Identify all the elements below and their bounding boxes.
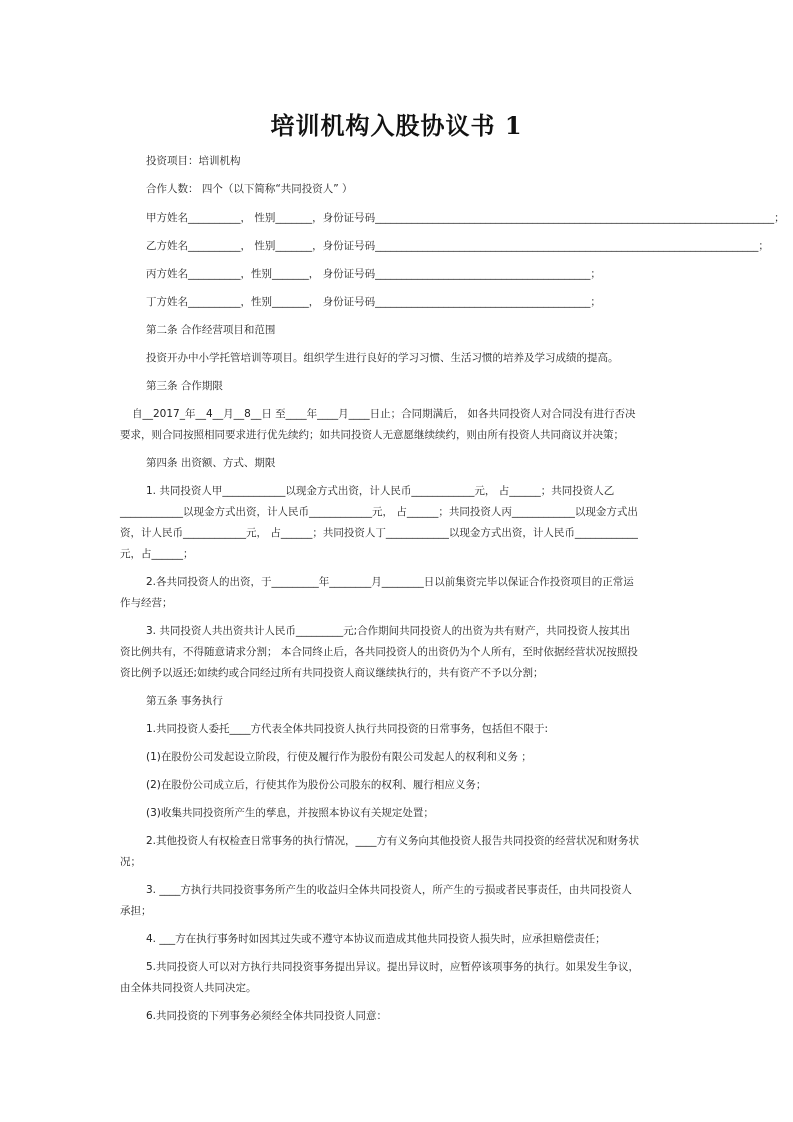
article-3-line-2: 要求，则合同按照相同要求进行优先续约；如共同投资人无意愿继续续约，则由所有投资人共同商议并决策； (120, 429, 624, 441)
investor-c-line: 丙方姓名__________，性别_______， 身份证号码_________________________________________； (146, 268, 601, 280)
investor-a-line: 甲方姓名__________， 性别_______，身份证号码____________________________________________________________________________； (146, 212, 785, 224)
article-5-p1-item-1: (1)在股份公司发起设立阶段，行使及履行作为股份有限公司发起人的权利和义务 ； (146, 751, 532, 763)
article-5-p1: 1.共同投资人委托____方代表全体共同投资人执行共同投资的日常事务，包括但不限于: (146, 723, 549, 735)
investor-d-line: 丁方姓名__________，性别_______， 身份证号码_________________________________________； (146, 296, 601, 308)
article-5-p6: 6.共同投资的下列事务必须经全体共同投资人同意： (146, 1010, 388, 1022)
article-2-heading: 第二条 合作经营项目和范围 (146, 324, 276, 336)
article-4-p2-line-1: 2.各共同投资人的出资，于_________年________月________日以前集资完毕以保证合作投资项目的正常运 (146, 576, 634, 588)
article-3-heading: 第三条 合作期限 (146, 380, 223, 392)
article-5-p3-line-2: 承担； (120, 905, 152, 917)
article-4-p3-line-2: 资比例共有，不得随意请求分割； 本合同终止后，各共同投资人的出资仍为个人所有，至时依据经营状况按照投 (120, 646, 638, 658)
article-5-p4: 4. ___方在执行事务时如因其过失或不遵守本协议而造成其他共同投资人损失时，应承担赔偿责任； (146, 933, 606, 945)
article-5-p1-item-2: (2)在股份公司成立后，行使其作为股份公司股东的权利、履行相应义务； (146, 779, 487, 791)
article-5-p5-line-2: 由全体共同投资人共同决定。 (120, 982, 257, 994)
partners-line: 合作人数： 四个（以下简称“共同投资人” ） (146, 183, 353, 195)
article-2-body: 投资开办中小学托管培训等项目。组织学生进行良好的学习习惯、生活习惯的培养及学习成绩的提高。 (146, 352, 619, 364)
article-4-p1-line-3: 资，计人民币____________元， 占______；共同投资人丁____________以现金方式出资，计人民币____________ (120, 527, 638, 539)
article-4-p1-line-4: 元，占______； (120, 548, 194, 560)
document-title: 培训机构入股协议书 1 (270, 111, 523, 140)
project-line: 投资项目：培训机构 (146, 155, 241, 167)
article-5-p1-item-3: (3)收集共同投资所产生的孳息，并按照本协议有关规定处置； (146, 807, 434, 819)
article-3-line-1: 自__2017_年__4__月__8__日 至____年____月____日止；合同期满后， 如各共同投资人对合同没有进行否决 (132, 408, 636, 420)
article-5-heading: 第五条 事务执行 (146, 695, 223, 707)
article-4-heading: 第四条 出资额、方式、期限 (146, 457, 276, 469)
article-5-p2-line-1: 2.其他投资人有权检查日常事务的执行情况，____方有义务向其他投资人报告共同投资的经营状况和财务状 (146, 835, 640, 847)
article-4-p1-line-1: 1. 共同投资人甲____________以现金方式出资，计人民币____________元， 占______；共同投资人乙 (146, 485, 615, 497)
article-5-p5-line-1: 5.共同投资人可以对方执行共同投资事务提出异议。提出异议时，应暂停该项事务的执行。如果发生争议， (146, 961, 640, 973)
article-4-p1-line-2: ____________以现金方式出资，计人民币____________元， 占______；共同投资人丙____________以现金方式出 (120, 506, 638, 518)
article-5-p3-line-1: 3. ____方执行共同投资事务所产生的收益归全体共同投资人，所产生的亏损或者民事责任，由共同投资人 (146, 884, 632, 896)
article-4-p3-line-1: 3. 共同投资人共出资共计人民币_________元;合作期间共同投资人的出资为共有财产，共同投资人按其出 (146, 625, 631, 637)
investor-b-line: 乙方姓名__________， 性别_______，身份证号码_________________________________________________________________________； (146, 240, 769, 252)
article-5-p2-line-2: 况； (120, 856, 141, 868)
article-4-p3-line-3: 资比例予以返还;如续约或合同经过所有共同投资人商议继续执行的，共有资产不予以分割； (120, 667, 544, 679)
article-4-p2-line-2: 作与经营； (120, 597, 173, 609)
